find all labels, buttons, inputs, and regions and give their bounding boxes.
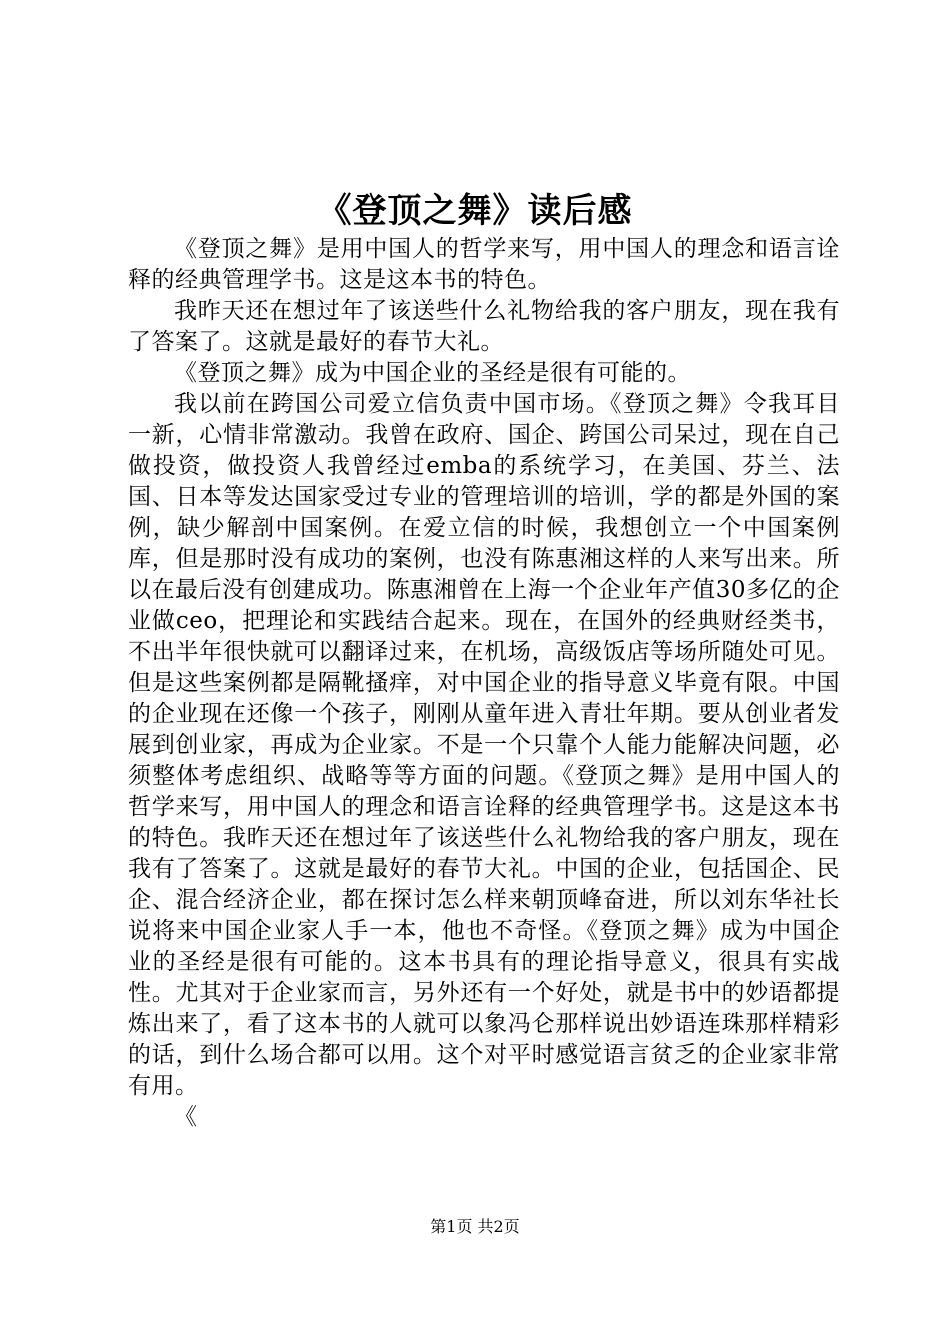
document-body xyxy=(128,234,840,1133)
document-title: 《登顶之舞》读后感 xyxy=(317,191,633,231)
paragraph: 我以前在跨国公司爱立信负责中国市场。《登顶之舞》令我耳目一新，心情非常激动。我曾在政府、国企、跨国公司呆过，现在自己做投资，做投资人我曾经过emba的系统学习，在美国、芬兰、法国、日本等发达国家受过专业的管理培训的培训，学的都是外国的案例，缺少解剖中国案例。在爱立信的时候，我想创立一个中国案例库，但是那时没有成功的案例，也没有陈惠湘这样的人来写出来。所以在最后没有创建成功。陈惠湘曾在上海一个企业年产值30多亿的企业做ceo，把理论和实践结合起来。现在，在国外的经典财经类书，不出半年很快就可以翻译过来，在机场，高级饭店等场所随处可见。但是这些案例都是隔靴搔痒，对中国企业的指导意义毕竟有限。中国的企业现在还像一个孩子，刚刚从童年进入青壮年期。要从创业者发展到创业家，再成为企业家。不是一个只靠个人能力能解决问题，必须整体考虑组织、战略等等方面的问题。《登顶之舞》是用中国人的哲学来写，用中国人的理念和语言诠释的经典管理学书。这是这本书的特色。我昨天还在想过年了该送些什么礼物给我的客户朋友，现在我有了答案了。这就是最好的春节大礼。中国的企业，包括国企、民企、混合经济企业，都在探讨怎么样来朝顶峰奋进，所以刘东华社长说将来中国企业家人手一本，他也不奇怪。《登顶之舞》成为中国企业的圣经是很有可能的。这本书具有的理论指导意义，很具有实战性。尤其对于企业家而言，另外还有一个好处，就是书中的妙语都提炼出来了，看了这本书的人就可以象冯仑那样说出妙语连珠那样精彩的话，到什么场合都可以用。这个对平时感觉语言贫乏的企业家非常有用。 xyxy=(128,391,840,1099)
page-number-footer: 第1页 共2页 xyxy=(430,1217,520,1236)
paragraph: 《登顶之舞》成为中国企业的圣经是很有可能的。 xyxy=(174,360,691,386)
paragraph: 《 xyxy=(174,1104,198,1130)
paragraph: 《登顶之舞》是用中国人的哲学来写，用中国人的理念和语言诠释的经典管理学书。这是这本书的特色。 xyxy=(128,236,840,293)
paragraph: 我昨天还在想过年了该送些什么礼物给我的客户朋友，现在我有了答案了。这就是最好的春节大礼。 xyxy=(128,298,840,355)
